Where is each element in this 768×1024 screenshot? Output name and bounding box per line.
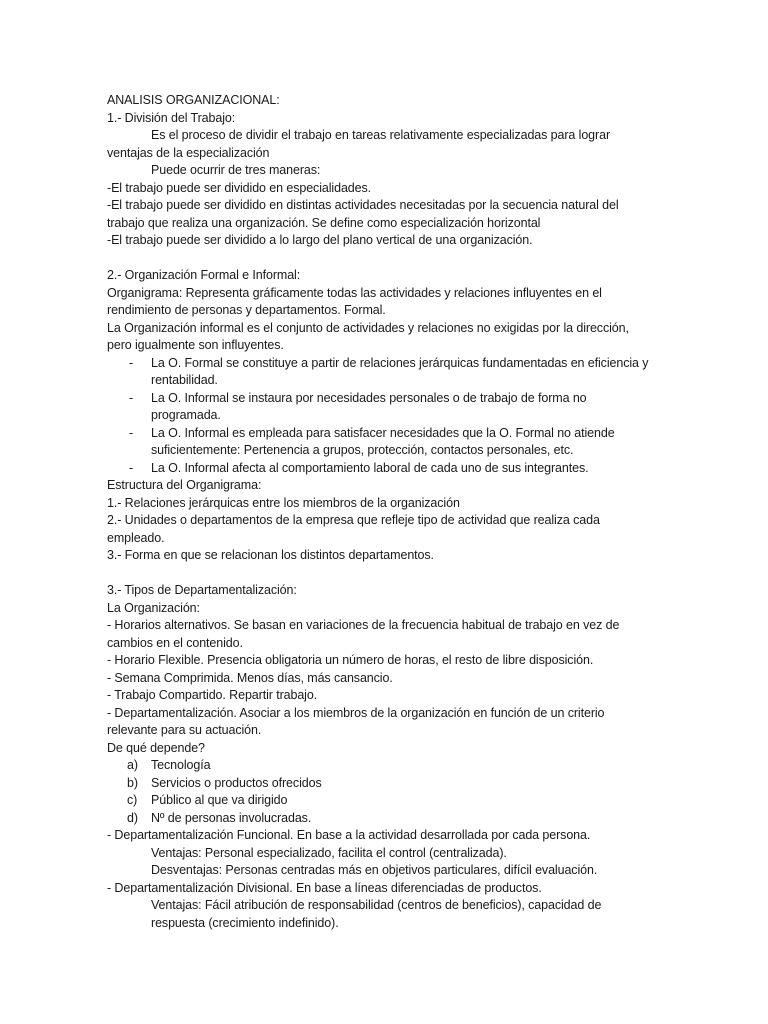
bullet-dash: -: [129, 460, 134, 475]
bullet-text: rentabilidad.: [151, 373, 218, 387]
alpha-list-item: [107, 775, 647, 793]
list-item-continuation: trabajo que realiza una organización. Se define como especialización horizontal: [107, 215, 541, 230]
bullet-dash: -: [129, 355, 134, 370]
list-item-continuation: cambios en el contenido.: [107, 635, 243, 650]
subheading: Estructura del Organigrama:: [107, 478, 262, 492]
list-item: 1.- Relaciones jerárquicas entre los miembros de la organización: [107, 495, 460, 510]
bullet-item: [107, 425, 647, 460]
alpha-text: Público al que va dirigido: [151, 793, 288, 807]
list-item: - Horario Flexible. Presencia obligatoria un número de horas, el resto de libre disposición.: [107, 653, 594, 667]
sub-item: Desventajas: Personas centradas más en objetivos particulares, difícil evaluación.: [151, 863, 598, 877]
list-item: - Departamentalización Funcional. En base a la actividad desarrollada por cada persona.: [107, 828, 591, 842]
paragraph-line: La Organización informal es el conjunto de actividades y relaciones no exigidas por la dirección,: [107, 320, 629, 335]
alpha-marker: c): [127, 793, 138, 807]
bullet-item: [107, 355, 647, 390]
alpha-list-item: [107, 792, 647, 810]
section-2-heading: 2.- Organización Formal e Informal:: [107, 268, 301, 282]
list-item: 2.- Unidades o departamentos de la empresa que refleje tipo de actividad que realiza cada: [107, 513, 600, 527]
question-line: De qué depende?: [107, 740, 205, 755]
document-title: ANALISIS ORGANIZACIONAL:: [107, 93, 280, 107]
sub-item: Ventajas: Fácil atribución de responsabilidad (centros de beneficios), capacidad de: [151, 898, 602, 912]
spacer: [107, 565, 647, 583]
bullet-item: [107, 460, 647, 478]
spacer: [107, 250, 647, 268]
bullet-dash: -: [129, 390, 134, 405]
alpha-list-item: [107, 757, 647, 775]
alpha-marker: b): [127, 775, 138, 790]
alpha-text: Tecnología: [151, 758, 211, 772]
list-item: - Departamentalización. Asociar a los miembros de la organización en función de un criterio: [107, 705, 605, 720]
alpha-marker: d): [127, 810, 138, 825]
list-item: - Semana Comprimida. Menos días, más cansancio.: [107, 670, 393, 685]
sub-item: respuesta (crecimiento indefinido).: [151, 915, 339, 930]
paragraph-line: pero igualmente son influyentes.: [107, 338, 284, 352]
paragraph-line: Puede ocurrir de tres maneras:: [151, 163, 321, 177]
bullet-item: [107, 390, 647, 425]
bullet-text: La O. Informal es empleada para satisfacer necesidades que la O. Formal no atiende: [151, 425, 615, 440]
list-item: 3.- Forma en que se relacionan los distintos departamentos.: [107, 548, 434, 562]
paragraph-line: rendimiento de personas y departamentos. Formal.: [107, 303, 386, 317]
alpha-marker: a): [127, 758, 138, 772]
document-body: [107, 92, 647, 932]
paragraph-line: Es el proceso de dividir el trabajo en tareas relativamente especializadas para lograr: [151, 128, 611, 142]
paragraph-line: ventajas de la especialización: [107, 145, 270, 160]
section-1-heading: 1.- División del Trabajo:: [107, 110, 236, 125]
list-item: - Departamentalización Divisional. En base a líneas diferenciadas de productos.: [107, 880, 542, 895]
bullet-text: suficientemente: Pertenencia a grupos, protección, contactos personales, etc.: [151, 443, 574, 457]
bullet-text: programada.: [151, 408, 221, 422]
list-item: -El trabajo puede ser dividido en distintas actividades necesitadas por la secuencia natural del: [107, 198, 619, 212]
section-3-heading: 3.- Tipos de Departamentalización:: [107, 583, 297, 597]
list-item: - Horarios alternativos. Se basan en variaciones de la frecuencia habitual de trabajo en vez de: [107, 618, 620, 632]
list-item: - Trabajo Compartido. Repartir trabajo.: [107, 688, 318, 702]
bullet-text: La O. Formal se constituye a partir de relaciones jerárquicas fundamentadas en eficiencia y: [151, 355, 649, 370]
list-item: -El trabajo puede ser dividido en especialidades.: [107, 180, 372, 195]
list-item-continuation: relevante para su actuación.: [107, 723, 262, 737]
bullet-text: La O. Informal afecta al comportamiento laboral de cada uno de sus integrantes.: [151, 460, 589, 475]
list-item: -El trabajo puede ser dividido a lo largo del plano vertical de una organización.: [107, 233, 533, 247]
subheading: La Organización:: [107, 600, 200, 615]
alpha-text: Nº de personas involucradas.: [151, 810, 312, 825]
sub-item: Ventajas: Personal especializado, facilita el control (centralizada).: [151, 845, 507, 860]
paragraph-line: Organigrama: Representa gráficamente todas las actividades y relaciones influyentes en el: [107, 285, 602, 300]
alpha-list-item: [107, 810, 647, 828]
list-item-continuation: empleado.: [107, 530, 165, 545]
alpha-text: Servicios o productos ofrecidos: [151, 775, 322, 790]
bullet-text: La O. Informal se instaura por necesidades personales o de trabajo de forma no: [151, 390, 587, 405]
bullet-dash: -: [129, 425, 134, 440]
